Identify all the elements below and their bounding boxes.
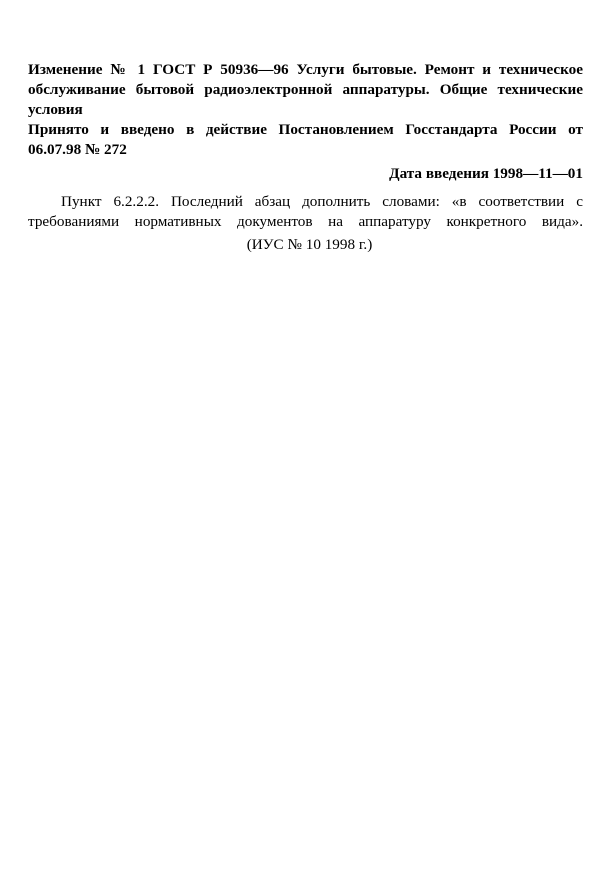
heading-line: Изменение № 1 ГОСТ Р 50936—96 Услуги бытовые. Ремонт и техническое	[28, 61, 583, 78]
amendment-heading	[28, 60, 583, 160]
body-line: Пункт 6.2.2.2. Последний абзац дополнить словами: «в соответствии с	[61, 193, 583, 210]
heading-line: 06.07.98 № 272	[28, 141, 127, 158]
document-page	[28, 60, 583, 255]
heading-line: Принято и введено в действие Постановлением Госстандарта России от	[28, 121, 583, 138]
heading-line: условия	[28, 101, 83, 118]
source-reference: (ИУС № 10 1998 г.)	[246, 236, 373, 253]
body-line: требованиями нормативных документов на аппаратуру конкретного вида».	[28, 213, 583, 230]
heading-line: обслуживание бытовой радиоэлектронной аппаратуры. Общие технические	[28, 81, 583, 98]
amendment-text	[28, 192, 583, 232]
effective-date: Дата введения 1998—11—01	[389, 165, 583, 182]
